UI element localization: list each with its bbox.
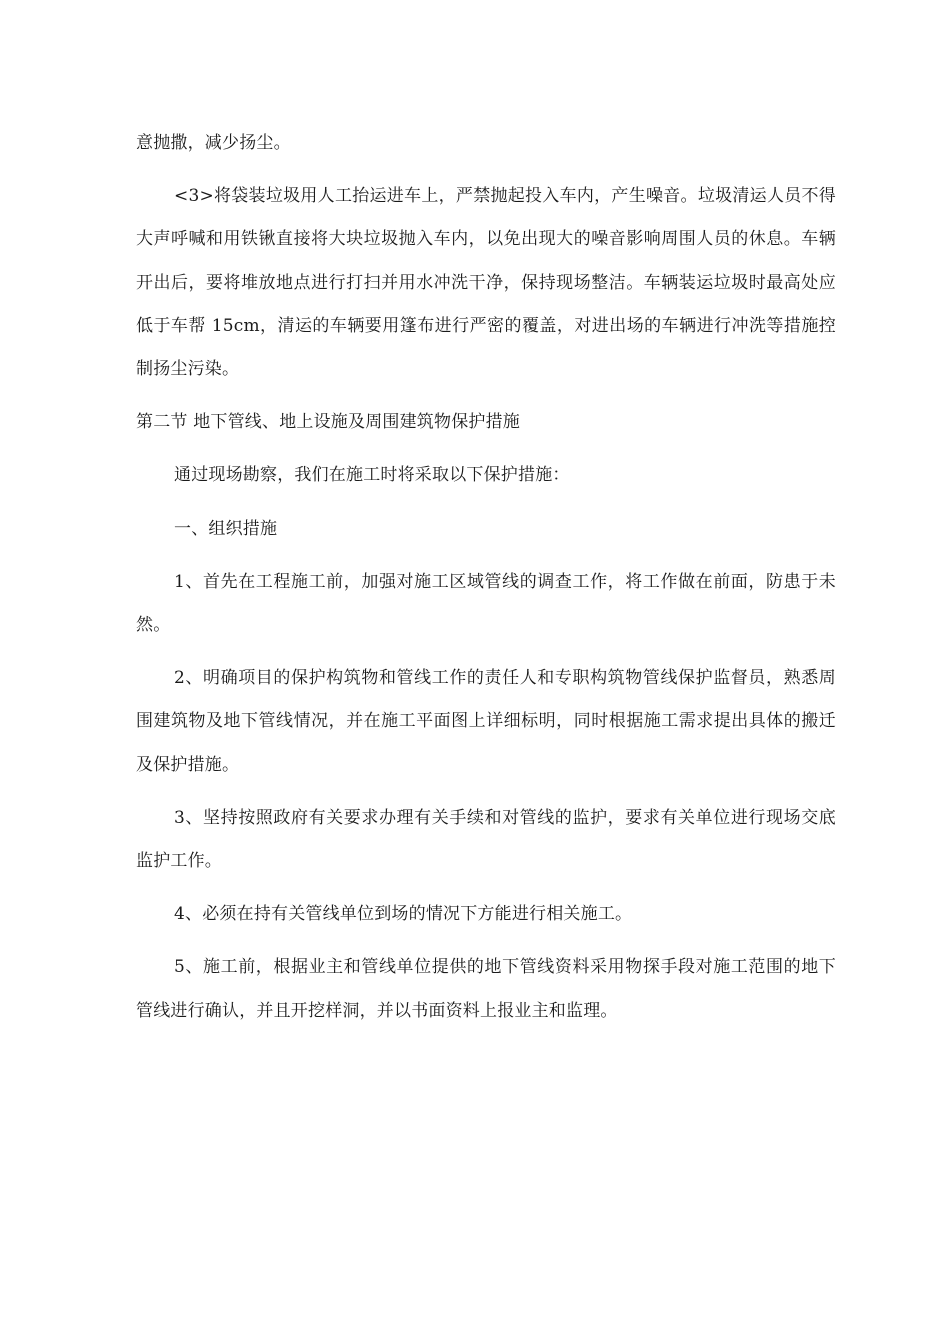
- list-item-2: 2、明确项目的保护构筑物和管线工作的责任人和专职构筑物管线保护监督员，熟悉周围建筑物及地下管线情况，并在施工平面图上详细标明，同时根据施工需求提出具体的搬迁及保护措施。: [136, 668, 836, 775]
- list-item-5: 5、施工前，根据业主和管线单位提供的地下管线资料采用物探手段对施工范围的地下管线进行确认，并且开挖样洞，并以书面资料上报业主和监理。: [136, 957, 836, 1021]
- list-item-3: 3、坚持按照政府有关要求办理有关手续和对管线的监护，要求有关单位进行现场交底监护工作。: [136, 807, 836, 872]
- paragraph-continuation: 意抛撒，减少扬尘。: [136, 133, 291, 153]
- subheading-organization: 一、组织措施: [174, 518, 278, 539]
- list-item-4: 4、必须在持有关管线单位到场的情况下方能进行相关施工。: [174, 904, 633, 925]
- document-body: [136, 122, 836, 1033]
- list-item-1: 1、首先在工程施工前，加强对施工区域管线的调查工作，将工作做在前面，防患于未然。: [136, 571, 836, 636]
- paragraph-garbage-removal: <3>将袋装垃圾用人工抬运进车上，严禁抛起投入车内，产生噪音。垃圾清运人员不得大声呼喊和用铁锹直接将大块垃圾抛入车内，以免出现大的噪音影响周围人员的休息。车辆开出后，要将堆放地点进行打扫并用水冲洗干净，保持现场整洁。车辆装运垃圾时最高处应低于车帮 15cm，清运的车辆要用篷布进行严密的覆盖，对进出场的车辆进行冲洗等措施控制扬尘污染。: [136, 186, 836, 380]
- section-heading: 第二节 地下管线、地上设施及周围建筑物保护措施: [136, 412, 521, 433]
- paragraph-intro: 通过现场勘察，我们在施工时将采取以下保护措施：: [174, 465, 570, 486]
